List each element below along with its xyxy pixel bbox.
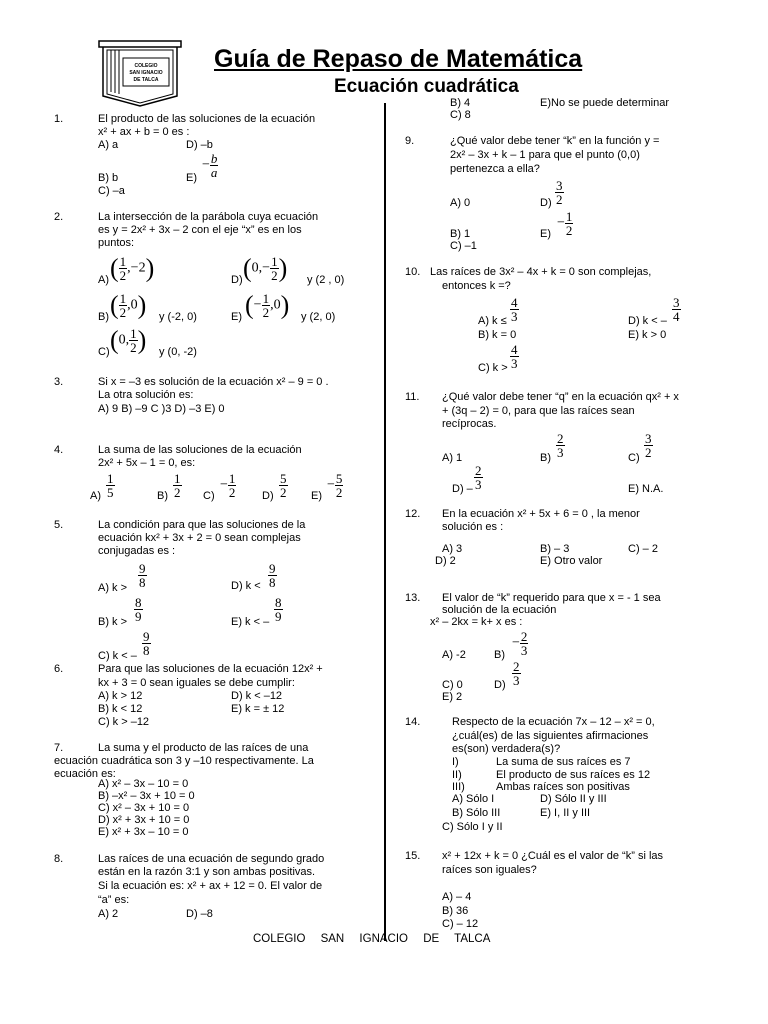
- q14-line-3: es(son) verdadera(s)?: [452, 743, 561, 755]
- q2-option-e: E): [231, 311, 242, 323]
- q9-option-a: A) 0: [450, 197, 471, 209]
- q11-option-c-frac: $\frac{3}{2}$: [645, 431, 652, 460]
- q13-option-b: B): [494, 649, 505, 661]
- q11-option-d: D) –: [452, 483, 473, 495]
- q4-number: 4.: [54, 444, 64, 456]
- q11-option-b-frac: $\frac{2}{3}$: [557, 431, 564, 460]
- q8-line-2: están en la razón 3:1 y son ambas positivas.: [98, 866, 316, 878]
- q15-line-1: x² + 12x + k = 0 ¿Cuál es el valor de “k” si las: [442, 850, 664, 862]
- q4-option-a: A): [90, 490, 101, 502]
- q8-option-e: E)No se puede determinar: [540, 97, 670, 109]
- q10-line-2: entonces k =?: [442, 280, 511, 292]
- q2-option-a-point: ( $\frac{1}{2}$ ,−2): [110, 253, 155, 283]
- q14-option-a: A) Sólo I: [452, 793, 495, 805]
- q2-option-b-point: ( $\frac{1}{2}$ ,0): [110, 290, 147, 320]
- q5-option-d-frac: $\frac{9}{8}$: [269, 561, 276, 590]
- q13-option-c: C) 0: [442, 679, 463, 691]
- q8-option-b: B) 4: [450, 97, 471, 109]
- q2-option-c-point: (0, $\frac{1}{2}$ ): [110, 325, 147, 355]
- q6-option-c: C) k > –12: [98, 716, 150, 728]
- q7-number: 7.: [54, 742, 64, 754]
- q2-option-d: D): [231, 274, 243, 286]
- q6-option-a: A) k > 12: [98, 690, 143, 702]
- q12-option-d: D) 2: [435, 555, 456, 567]
- q13-option-b-frac: − $\frac{2}{3}$: [512, 629, 528, 658]
- q11-number: 11.: [405, 391, 420, 403]
- q11-line-3: recíprocas.: [442, 418, 497, 430]
- q5-number: 5.: [54, 519, 64, 531]
- q9-option-d-frac: $\frac{3}{2}$: [556, 178, 563, 207]
- q1-number: 1.: [54, 113, 64, 125]
- q14-line-2: ¿cuál(es) de las siguientes afirmaciones: [452, 730, 649, 742]
- q6-number: 6.: [54, 663, 64, 675]
- q10-option-c: C) k >: [478, 362, 508, 374]
- q7-option-e: E) x² + 3x – 10 = 0: [98, 826, 189, 838]
- q11-line-2: + (3q – 2) = 0, para que las raíces sean: [442, 405, 635, 417]
- q14-statement-2-label: II): [452, 769, 462, 781]
- q14-statement-1: La suma de sus raíces es 7: [496, 756, 631, 768]
- q9-line-2: 2x² – 3x + k – 1 para que el punto (0,0): [450, 149, 640, 161]
- q12-line-1: En la ecuación x² + 5x + 6 = 0 , la menor: [442, 508, 640, 520]
- q6-option-d: D) k < –12: [231, 690, 283, 702]
- q9-option-e-frac: − $\frac{1}{2}$: [557, 209, 573, 238]
- q4-option-e-frac: − $\frac{5}{2}$: [327, 471, 343, 500]
- q14-option-e: E) I, II y III: [540, 807, 591, 819]
- q10-option-a: A) k ≤: [478, 315, 507, 327]
- q13-option-d: D): [494, 679, 506, 691]
- column-divider: [384, 103, 386, 941]
- q4-option-a-frac: $\frac{1}{5}$: [107, 471, 114, 500]
- q1-option-d: D) –b: [186, 139, 213, 151]
- q14-statement-2: El producto de sus raíces es 12: [496, 769, 651, 781]
- q8-option-d: D) –8: [186, 908, 213, 920]
- q2-option-e-point: (− $\frac{1}{2}$ ,0): [245, 290, 290, 320]
- q11-option-d-frac: $\frac{2}{3}$: [475, 463, 482, 492]
- page-footer: COLEGIO SAN IGNACIO DE TALCA: [253, 933, 491, 945]
- q10-option-d-frac: $\frac{3}{4}$: [673, 295, 680, 324]
- q1-option-a: A) a: [98, 139, 119, 151]
- q8-line-1: Las raíces de una ecuación de segundo grado: [98, 853, 325, 865]
- q4-line-1: La suma de las soluciones de la ecuación: [98, 444, 302, 456]
- q7-option-a: A) x² – 3x – 10 = 0: [98, 778, 189, 790]
- q15-option-c: C) – 12: [442, 918, 479, 930]
- q14-option-b: B) Sólo III: [452, 807, 501, 819]
- logo-text-3: DE TALCA: [133, 77, 159, 83]
- q5-option-a-frac: $\frac{9}{8}$: [139, 561, 146, 590]
- q15-option-b: B) 36: [442, 905, 469, 917]
- logo-text-1: COLEGIO: [134, 63, 158, 69]
- q9-line-3: pertenezca a ella?: [450, 163, 540, 175]
- q8-number: 8.: [54, 853, 64, 865]
- q9-option-e: E): [540, 228, 551, 240]
- q14-statement-3: Ambas raíces son positivas: [496, 781, 630, 793]
- q4-option-c: C): [203, 490, 215, 502]
- school-logo: [97, 38, 183, 108]
- q9-number: 9.: [405, 135, 415, 147]
- q12-option-b: B) – 3: [540, 543, 570, 555]
- q2-option-c-suffix: y (0, -2): [159, 346, 197, 358]
- q3-options: A) 9 B) –9 C )3 D) –3 E) 0: [98, 403, 225, 415]
- q2-option-b-suffix: y (-2, 0): [159, 311, 197, 323]
- q4-option-d: D): [262, 490, 274, 502]
- q11-option-b: B): [540, 452, 551, 464]
- q15-number: 15.: [405, 850, 421, 862]
- q10-option-a-frac: $\frac{4}{3}$: [511, 295, 518, 324]
- q14-option-d: D) Sólo II y III: [540, 793, 607, 805]
- q13-line-3: x² – 2kx = k+ x es :: [430, 616, 523, 628]
- q10-option-e: E) k > 0: [628, 329, 667, 341]
- q13-option-d-frac: $\frac{2}{3}$: [513, 659, 520, 688]
- q1-option-c: C) –a: [98, 185, 125, 197]
- q10-number: 10.: [405, 266, 421, 278]
- q2-line-1: La intersección de la parábola cuya ecuación: [98, 211, 319, 223]
- q2-option-b: B): [98, 311, 109, 323]
- logo-text-2: SAN IGNACIO: [129, 70, 163, 76]
- q12-option-e: E) Otro valor: [540, 555, 603, 567]
- q12-line-2: solución es :: [442, 521, 504, 533]
- q6-line-1: Para que las soluciones de la ecuación 12x² +: [98, 663, 323, 675]
- q2-option-c: C): [98, 346, 110, 358]
- q5-option-a: A) k >: [98, 582, 128, 594]
- q8-line-4: “a” es:: [98, 894, 130, 906]
- q4-option-c-frac: − $\frac{1}{2}$: [220, 471, 236, 500]
- q8-option-c: C) 8: [450, 109, 471, 121]
- q13-option-a: A) -2: [442, 649, 466, 661]
- q3-line-1: Si x = –3 es solución de la ecuación x² – 9 = 0 .: [98, 376, 329, 388]
- q7-line-2: ecuación cuadrática son 3 y –10 respectivamente. La: [54, 755, 314, 767]
- q10-option-c-frac: $\frac{4}{3}$: [511, 342, 518, 371]
- q7-option-d: D) x² + 3x + 10 = 0: [98, 814, 190, 826]
- q1-option-e-fraction: − $\frac{b}{a}$: [202, 151, 218, 180]
- q5-option-d: D) k <: [231, 580, 261, 592]
- q9-option-b: B) 1: [450, 228, 471, 240]
- q1-option-b: B) b: [98, 172, 119, 184]
- q13-line-2: solución de la ecuación: [442, 604, 557, 616]
- q12-option-c: C) – 2: [628, 543, 658, 555]
- q13-number: 13.: [405, 592, 421, 604]
- q5-option-e-frac: $\frac{8}{9}$: [275, 595, 282, 624]
- q1-line-1: El producto de las soluciones de la ecuación: [98, 113, 316, 125]
- q7-option-c: C) x² – 3x + 10 = 0: [98, 802, 190, 814]
- q5-option-b-frac: $\frac{8}{9}$: [135, 595, 142, 624]
- q9-option-d: D): [540, 197, 552, 209]
- q14-option-c: C) Sólo I y II: [442, 821, 503, 833]
- q10-option-b: B) k = 0: [478, 329, 517, 341]
- page-title: Guía de Repaso de Matemática: [214, 45, 583, 73]
- q5-line-1: La condición para que las soluciones de la: [98, 519, 306, 531]
- q10-option-d: D) k < –: [628, 315, 667, 327]
- q11-option-c: C): [628, 452, 640, 464]
- q8-option-a: A) 2: [98, 908, 119, 920]
- q7-line-3: ecuación es:: [54, 768, 116, 780]
- q5-line-3: conjugadas es :: [98, 545, 176, 557]
- q2-option-e-suffix: y (2, 0): [301, 311, 336, 323]
- q14-number: 14.: [405, 716, 421, 728]
- q5-option-e: E) k < –: [231, 616, 270, 628]
- q4-option-e: E): [311, 490, 322, 502]
- q2-option-d-suffix: y (2 , 0): [307, 274, 345, 286]
- q3-line-2: La otra solución es:: [98, 389, 194, 401]
- q10-line-1: Las raíces de 3x² – 4x + k = 0 son complejas,: [430, 266, 652, 278]
- page-subtitle: Ecuación cuadrática: [334, 76, 519, 97]
- q11-option-a: A) 1: [442, 452, 463, 464]
- q2-line-2: es y = 2x² + 3x – 2 con el eje “x” es en los: [98, 224, 302, 236]
- q15-option-a: A) – 4: [442, 891, 472, 903]
- q4-option-b: B): [157, 490, 168, 502]
- q12-number: 12.: [405, 508, 421, 520]
- q2-option-a: A): [98, 274, 109, 286]
- q1-option-e: E): [186, 172, 197, 184]
- q15-line-2: raíces son iguales?: [442, 864, 537, 876]
- q2-line-3: puntos:: [98, 237, 135, 249]
- q5-option-b: B) k >: [98, 616, 128, 628]
- q5-option-c: C) k < –: [98, 650, 137, 662]
- q5-line-2: ecuación kx² + 3x + 2 = 0 sean complejas: [98, 532, 301, 544]
- q9-line-1: ¿Qué valor debe tener “k” en la función y =: [450, 135, 660, 147]
- q7-line-1: La suma y el producto de las raíces de una: [98, 742, 309, 754]
- q5-option-c-frac: $\frac{9}{8}$: [143, 629, 150, 658]
- q2-option-d-point: (0,− $\frac{1}{2}$ ): [243, 253, 288, 283]
- q11-option-e: E) N.A.: [628, 483, 664, 495]
- q7-option-b: B) –x² – 3x + 10 = 0: [98, 790, 195, 802]
- q13-line-1: El valor de “k” requerido para que x = - 1 sea: [442, 592, 661, 604]
- q13-option-e: E) 2: [442, 691, 463, 703]
- q4-option-d-frac: $\frac{5}{2}$: [280, 471, 287, 500]
- q8-line-3: Si la ecuación es: x² + ax + 12 = 0. El valor de: [98, 880, 323, 892]
- q12-option-a: A) 3: [442, 543, 463, 555]
- q14-line-1: Respecto de la ecuación 7x – 12 – x² = 0,: [452, 716, 655, 728]
- q4-option-b-frac: $\frac{1}{2}$: [174, 471, 181, 500]
- q14-statement-1-label: I): [452, 756, 459, 768]
- q3-number: 3.: [54, 376, 64, 388]
- q6-line-2: kx + 3 = 0 sean iguales se debe cumplir:: [98, 677, 295, 689]
- q9-option-c: C) –1: [450, 240, 477, 252]
- q14-statement-3-label: III): [452, 781, 465, 793]
- q2-number: 2.: [54, 211, 64, 223]
- q4-line-2: 2x² + 5x – 1 = 0, es:: [98, 457, 196, 469]
- q6-option-b: B) k < 12: [98, 703, 143, 715]
- q6-option-e: E) k = ± 12: [231, 703, 285, 715]
- q1-line-2: x² + ax + b = 0 es :: [98, 126, 190, 138]
- q11-line-1: ¿Qué valor debe tener “q” en la ecuación qx² + x: [442, 391, 679, 403]
